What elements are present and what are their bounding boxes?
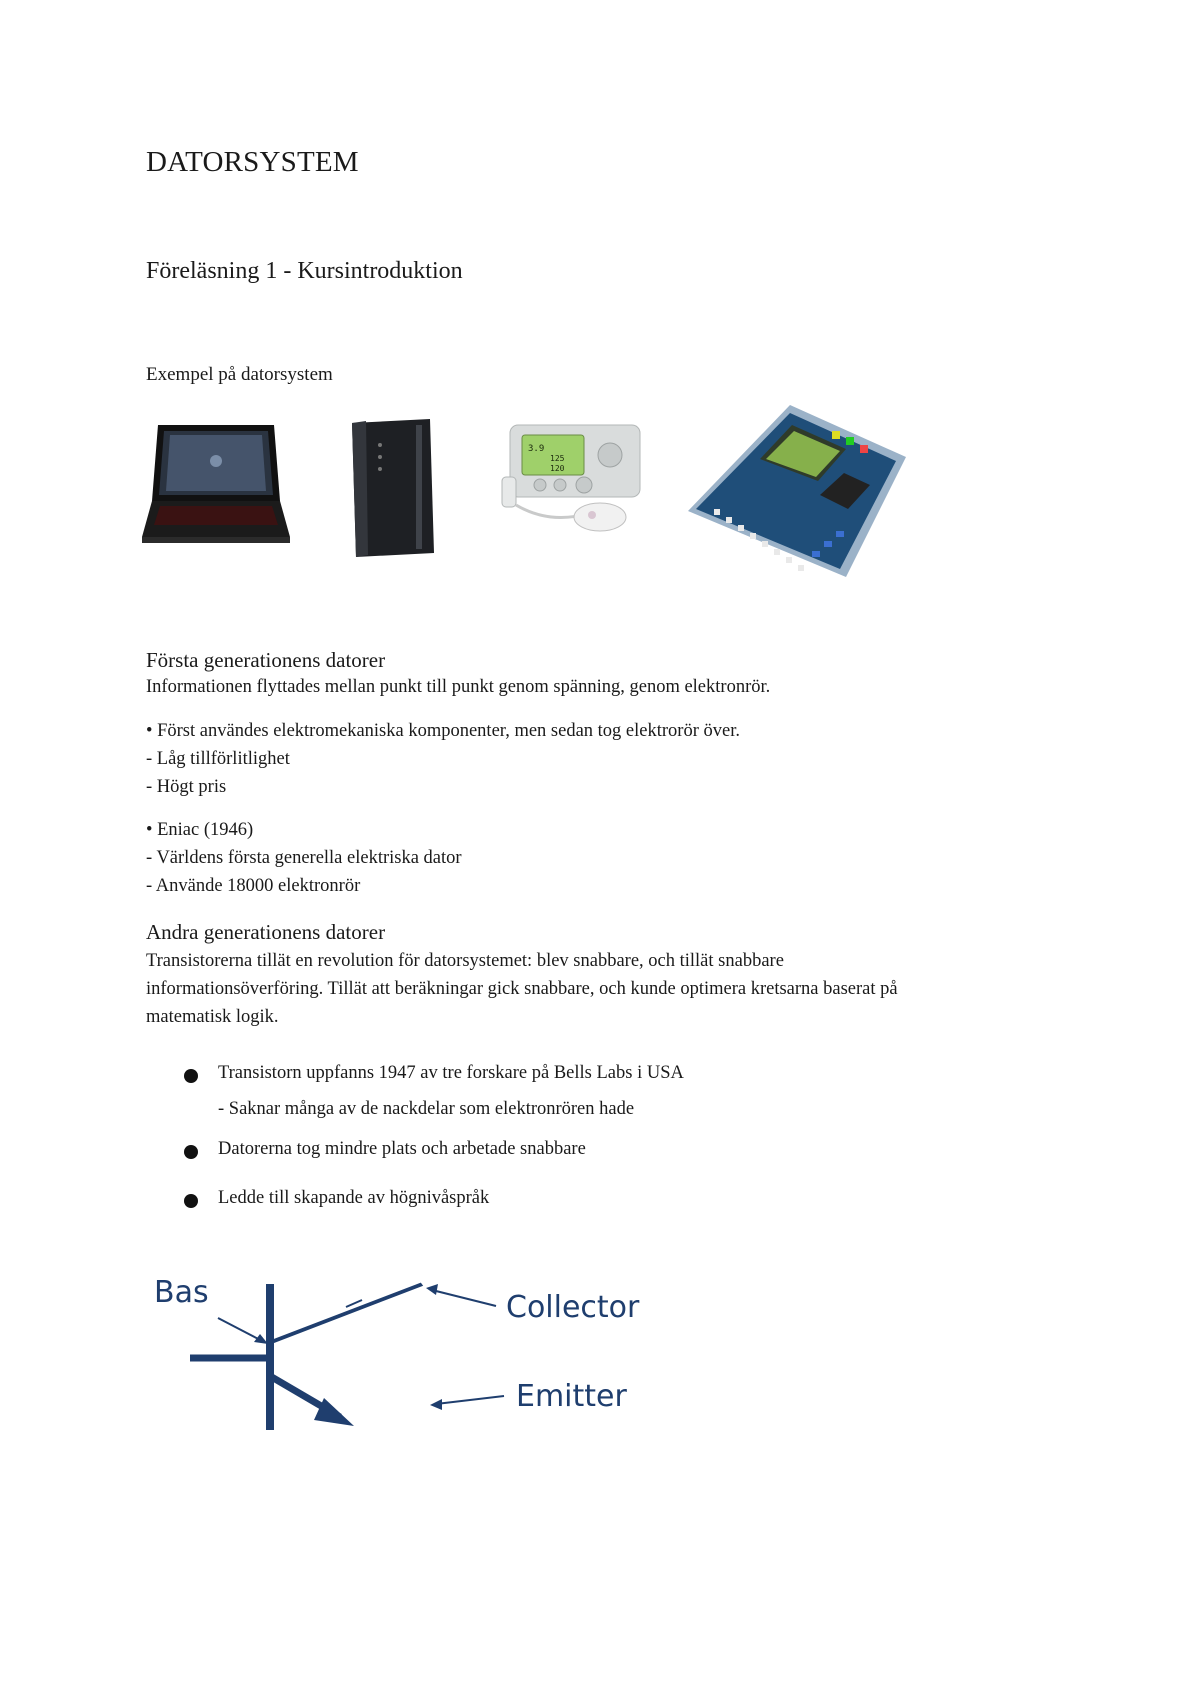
- collector-arrow: [432, 1290, 496, 1306]
- first-generation-intro: Informationen flyttades mellan punkt till punkt genom spänning, genom elektronrör.: [146, 677, 771, 697]
- list-item: • Först användes elektromekaniska komponenter, men sedan tog elektrorör över.: [146, 721, 740, 741]
- list-item: - Låg tillförlitlighet: [146, 749, 290, 769]
- list-item: - Använde 18000 elektronrör: [146, 876, 361, 896]
- fpga-board-icon: [688, 405, 906, 577]
- pump-screen-line-3: 120: [550, 464, 565, 473]
- list-item: • Eniac (1946): [146, 820, 254, 840]
- pump-screen-line-1: 3.9: [528, 444, 545, 454]
- laptop-icon: [142, 425, 290, 543]
- collector-label: Collector: [506, 1290, 640, 1325]
- insulin-pump-icon: [502, 425, 640, 531]
- first-generation-list-1: [146, 717, 740, 801]
- example-images: [140, 405, 1000, 615]
- bullet-dot-icon: [184, 1145, 198, 1159]
- document-title: DATORSYSTEM: [146, 146, 359, 178]
- first-generation-heading: Första generationens datorer: [146, 648, 386, 672]
- paragraph-line: matematisk logik.: [146, 1007, 279, 1027]
- paragraph-line: informationsöverföring. Tillät att beräkningar gick snabbare, och kunde optimera kretsarna baserat på: [146, 979, 898, 999]
- first-generation-list-2: [146, 816, 462, 900]
- list-item: - Högt pris: [146, 777, 227, 797]
- pump-screen-line-2: 125: [550, 454, 565, 463]
- bullet-dot-icon: [184, 1069, 198, 1083]
- list-item: - Världens första generella elektriska dator: [146, 848, 462, 868]
- paragraph-line: Transistorerna tillät en revolution för datorsystemet: blev snabbare, och tillät snabbare: [146, 951, 784, 971]
- bullet-sub-note: - Saknar många av de nackdelar som elektronrören hade: [218, 1099, 635, 1119]
- document-page: DATORSYSTEM Föreläsning 1 - Kursintroduktion Exempel på datorsystem 3.9 125 120 Första generationens datorer Informationen flyttades mellan punkt till punkt genom spänning, genom elektronrör. • Först användes elektromekaniska komponenter, men sedan tog elektrorör över. - Låg tillförlitlighet - Högt pris • Eniac (1946) - Världens första generella elektriska dator - Använde 18000 elektronrör Andra generationens datorer Transistorerna tillät en revolution för datorsystemet: blev snabbare, och tillät snabbare informationsöverföring. Tillät att beräkningar gick snabbare, och kunde optimera kretsarna baserat på matematisk logik. Transistorn uppfanns 1947 av tre forskare på Bells Labs i USA - Saknar många av de nackdelar som elektronrören hade Datorerna tog mindre plats och arbetade snabbare Ledde till skapande av högnivåspråk Bas Collector Emitter: [0, 0, 1200, 1698]
- transistor-diagram: [146, 1260, 686, 1440]
- game-console-icon: [352, 419, 434, 557]
- emitter-label: Emitter: [516, 1379, 627, 1414]
- second-generation-paragraph: [146, 947, 898, 1031]
- lecture-heading: Föreläsning 1 - Kursintroduktion: [146, 258, 463, 284]
- base-label: Bas: [154, 1275, 209, 1310]
- examples-caption: Exempel på datorsystem: [146, 364, 333, 385]
- collector-lead: [270, 1284, 422, 1342]
- emitter-arrow: [436, 1396, 504, 1404]
- bullet-dot-icon: [184, 1194, 198, 1208]
- second-generation-heading: Andra generationens datorer: [146, 920, 386, 944]
